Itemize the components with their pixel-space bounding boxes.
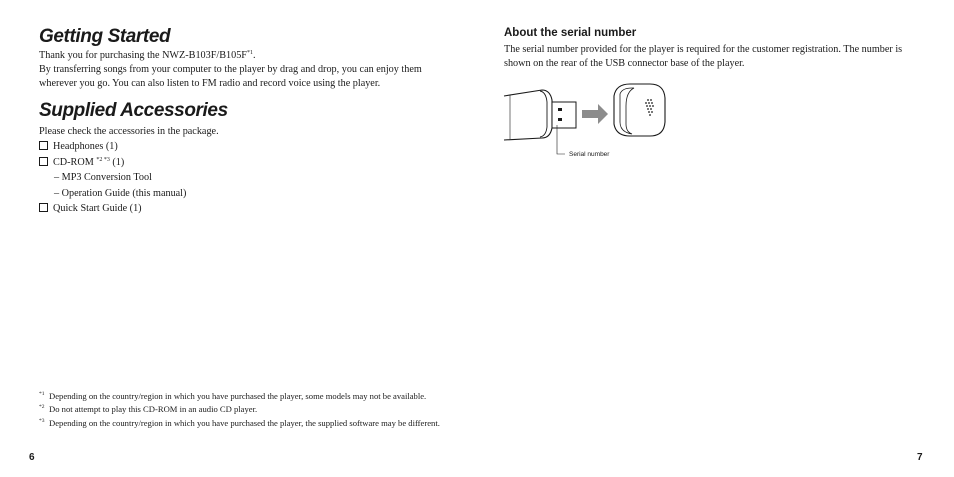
footnote-ref-2-3: *2 *3 bbox=[96, 156, 110, 163]
transfer-description: By transferring songs from your computer to the player by drag and drop, you can enjoy them wherever you go. You can also listen to FM radio and record voice using the player. bbox=[39, 64, 422, 89]
supplied-accessories-title: Supplied Accessories bbox=[39, 100, 228, 121]
accessory-item-cdrom: CD-ROM $^{*2 *3}$ (1) bbox=[39, 155, 449, 170]
checkbox-icon bbox=[39, 203, 48, 212]
accessory-item-headphones: Headphones (1) bbox=[39, 139, 449, 154]
right-page bbox=[477, 0, 954, 477]
footnotes bbox=[39, 390, 451, 430]
getting-started-body bbox=[39, 49, 449, 91]
accessories-body bbox=[39, 124, 449, 216]
accessory-item-quick-start: Quick Start Guide (1) bbox=[39, 201, 449, 216]
usb-connector-illustration bbox=[502, 78, 672, 160]
footnote: *3 Depending on the country/region in which you have purchased the player, the supplied software may be different. bbox=[39, 417, 440, 428]
serial-number-title: About the serial number bbox=[504, 27, 637, 39]
page-number-right: 7 bbox=[917, 452, 923, 463]
serial-number-caption: Serial number bbox=[569, 151, 610, 158]
thank-you-line: Thank you for purchasing the NWZ-$B103F/B105F^{*1}$. bbox=[39, 50, 256, 61]
footnote-ref-1: *1 bbox=[246, 50, 253, 56]
checkbox-icon bbox=[39, 157, 48, 166]
serial-number-body: The serial number provided for the player is required for the customer registration. The number is shown on the rear of the USB connector base of the player. bbox=[504, 44, 903, 69]
accessories-intro: Please check the accessories in the package. bbox=[39, 126, 219, 137]
page-number-left: 6 bbox=[29, 452, 35, 463]
getting-started-title: Getting Started bbox=[39, 26, 171, 47]
footnote: *1 Depending on the country/region in which you have purchased the player, some models may not be available. bbox=[39, 391, 427, 401]
cdrom-sub-item: – MP3 Conversion Tool bbox=[54, 172, 152, 184]
checkbox-icon bbox=[39, 141, 48, 150]
cdrom-sub-item: – Operation Guide (this manual) bbox=[54, 187, 187, 199]
footnote: *2 Do not attempt to play this CD-ROM in an audio CD player. bbox=[39, 404, 258, 415]
